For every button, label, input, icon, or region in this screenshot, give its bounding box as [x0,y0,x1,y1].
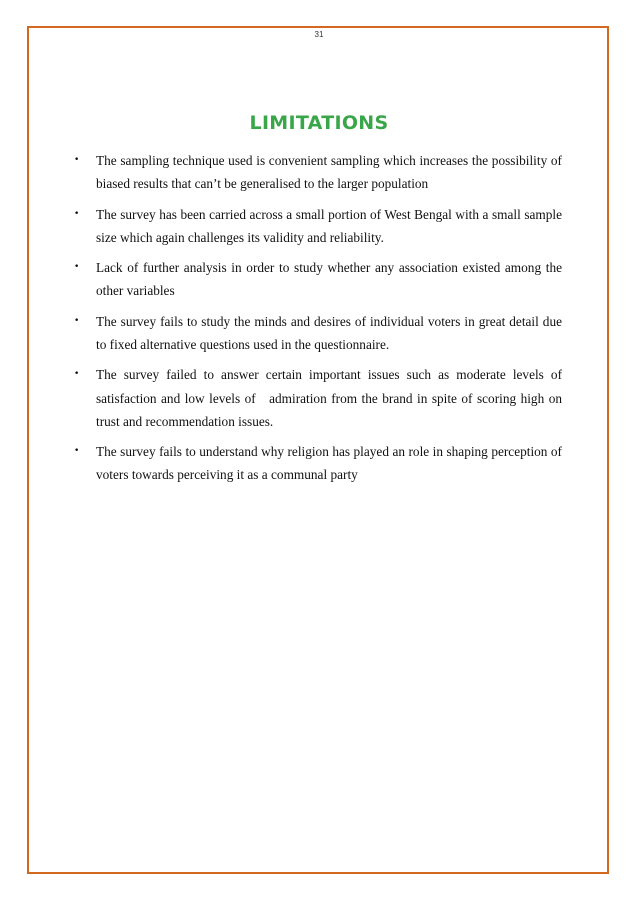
page-number: 31 [314,30,324,39]
page-title: LIMITATIONS [249,112,389,134]
list-item-text: The survey has been carried across a small portion of West Bengal with a small sample size which again challenges its validity and reliability. [96,206,562,245]
list-item-text: The survey failed to answer certain important issues such as moderate levels of satisfaction and low levels of admiration from the brand in spite of scoring high on trust and recommendation issues. [96,367,566,429]
list-item-text: Lack of further analysis in order to study whether any association existed among the other variables [96,260,562,299]
list-item [74,149,562,195]
list-item [74,310,562,356]
limitations-list [74,149,566,494]
bullet-icon: • [74,446,80,457]
list-item-text: The sampling technique used is convenient sampling which increases the possibility of biased results that can’t be generalised to the larger population [96,153,562,192]
list-item [74,440,562,486]
bullet-icon: • [74,315,80,326]
bullet-icon: • [74,262,80,273]
list-item-text: The survey fails to study the minds and desires of individual voters in great detail due to fixed alternative questions used in the questionnaire. [96,313,562,352]
list-item-text: The survey fails to understand why religion has played an role in shaping perception of voters towards perceiving it as a communal party [96,444,562,483]
list-item [74,363,566,433]
bullet-icon: • [74,155,80,165]
bullet-icon: • [74,369,80,380]
list-item [74,203,562,249]
bullet-icon: • [74,208,80,219]
list-item [74,256,562,302]
